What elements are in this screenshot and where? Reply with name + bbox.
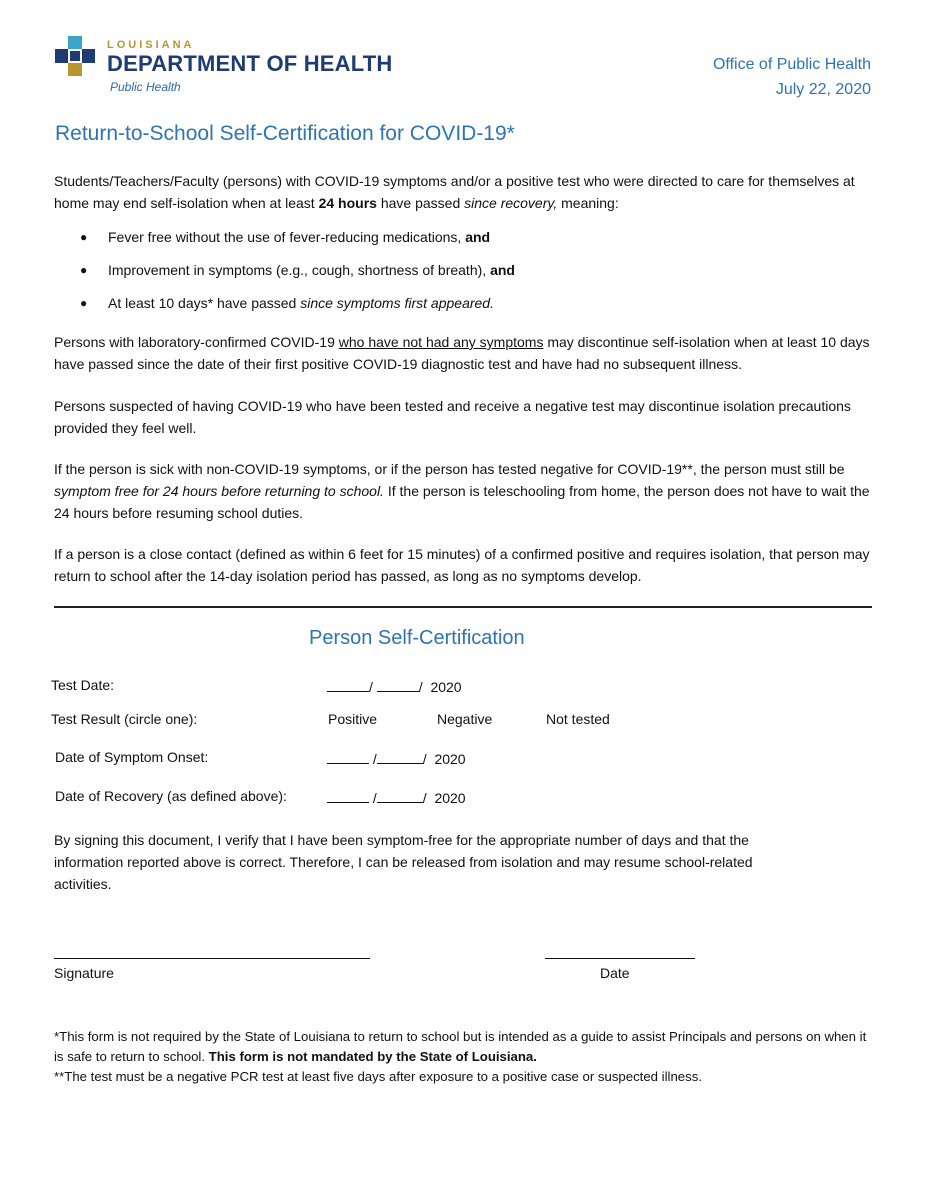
noncovid-text-1: If the person is sick with non-COVID-19 symptoms, or if the person has tested negative for COVID-19**, the person must still be xyxy=(54,461,845,477)
intro-paragraph xyxy=(54,170,876,214)
form-title: Person Self-Certification xyxy=(309,627,525,649)
bullet-suffix: since symptoms first appeared. xyxy=(300,295,494,311)
test-date-label: Test Date: xyxy=(51,677,115,693)
bullet-suffix: and xyxy=(490,262,515,278)
date-label: Date xyxy=(600,965,630,981)
footnote-2: **The test must be a negative PCR test at least five days after exposure to a positive case or suspected illness. xyxy=(54,1069,702,1084)
asymptomatic-text-2: may discontinue self-isolation when at least 10 days have passed since the date of their first positive COVID-19 diagnostic test and have had no subsequent illness. xyxy=(54,334,870,372)
intro-italic: since recovery, xyxy=(464,195,558,211)
list-item xyxy=(80,292,840,325)
bullet-text: Improvement in symptoms (e.g., cough, shortness of breath), xyxy=(108,262,491,278)
logo-division-text: Public Health xyxy=(110,80,181,94)
logo-state-text: LOUISIANA xyxy=(107,39,195,51)
intro-bold: 24 hours xyxy=(318,195,377,211)
bullet-text: At least 10 days* have passed xyxy=(108,295,301,311)
test-date-field[interactable] xyxy=(327,677,462,695)
result-option-negative[interactable]: Negative xyxy=(437,711,493,727)
day-blank[interactable] xyxy=(377,677,419,692)
noncovid-italic: symptom free for 24 hours before returning to school. xyxy=(54,483,384,499)
date-slash: / xyxy=(372,751,377,767)
year-text: 2020 xyxy=(434,790,466,806)
office-name: Office of Public Health xyxy=(712,56,871,73)
bullet-suffix: and xyxy=(465,229,491,245)
bullet-icon: ● xyxy=(80,263,88,277)
bullet-icon: ● xyxy=(80,230,88,244)
month-blank[interactable] xyxy=(327,788,369,803)
document-date: July 22, 2020 xyxy=(775,81,871,98)
suspected-paragraph: Persons suspected of having COVID-19 who have been tested and receive a negative test may discontinue isolation precautions provided they feel well. xyxy=(54,398,851,436)
intro-text-1: Students/Teachers/Faculty (persons) with COVID-19 symptoms and/or a positive test who were directed to care for themselves at home may end self-isolation when at least xyxy=(54,173,855,211)
intro-text-3: meaning: xyxy=(557,195,619,211)
noncovid-paragraph xyxy=(54,458,876,524)
symptom-onset-field[interactable] xyxy=(327,749,466,767)
asymptomatic-text-1: Persons with laboratory-confirmed COVID-19 xyxy=(54,334,339,350)
date-slash: / xyxy=(372,790,377,806)
date-slash: / xyxy=(422,790,427,806)
year-text: 2020 xyxy=(434,751,466,767)
asymptomatic-paragraph xyxy=(54,331,876,375)
date-slash: / xyxy=(369,679,373,695)
section-divider xyxy=(54,606,872,608)
date-slash: / xyxy=(418,679,423,695)
list-item xyxy=(80,259,840,292)
criteria-list xyxy=(80,226,840,325)
test-result-label: Test Result (circle one): xyxy=(51,711,198,727)
bullet-icon: ● xyxy=(80,296,88,310)
ldh-cross-logo-icon xyxy=(55,36,95,78)
recovery-date-label: Date of Recovery (as defined above): xyxy=(55,788,287,804)
office-header xyxy=(713,52,871,102)
logo-department-text: DEPARTMENT OF HEALTH xyxy=(107,51,393,76)
noncovid-text-2: If the person is teleschooling from home, the person does not have to wait the 24 hours before resuming school duties. xyxy=(54,483,870,521)
page-title: Return-to-School Self-Certification for COVID-19* xyxy=(55,122,515,145)
day-blank[interactable] xyxy=(377,749,423,764)
date-line[interactable] xyxy=(545,958,695,959)
day-blank[interactable] xyxy=(377,788,423,803)
month-blank[interactable] xyxy=(327,749,369,764)
asymptomatic-underline: who have not had any symptoms xyxy=(338,334,544,350)
symptom-onset-label: Date of Symptom Onset: xyxy=(55,749,209,765)
bullet-text: Fever free without the use of fever-reducing medications, xyxy=(108,229,466,245)
year-text: 2020 xyxy=(430,679,462,695)
month-blank[interactable] xyxy=(327,677,369,692)
signature-label: Signature xyxy=(54,965,114,981)
contact-paragraph: If a person is a close contact (defined as within 6 feet for 15 minutes) of a confirmed positive and requires isolation, that person may return to school after the 14-day isolation period has passed, as long as no symptoms develop. xyxy=(54,546,870,584)
signature-line[interactable] xyxy=(54,958,370,959)
result-option-positive[interactable]: Positive xyxy=(328,711,378,727)
verification-statement: By signing this document, I verify that I have been symptom-free for the appropriate number of days and that the information reported above is correct. Therefore, I can be released from isolation and may resume school-related activities. xyxy=(54,832,753,892)
ldh-logo xyxy=(55,36,415,96)
footnote-1-bold: This form is not mandated by the State of Louisiana. xyxy=(208,1049,537,1064)
date-slash: / xyxy=(422,751,427,767)
footnote-1-text: *This form is not required by the State of Louisiana to return to school but is intended as a guide to assist Principals and persons on when it is safe to return to school. xyxy=(54,1029,867,1064)
result-option-not-tested[interactable]: Not tested xyxy=(546,711,610,727)
intro-text-2: have passed xyxy=(376,195,465,211)
footnote-1 xyxy=(54,1027,876,1067)
footnotes xyxy=(54,1027,876,1087)
list-item xyxy=(80,226,840,259)
recovery-date-field[interactable] xyxy=(327,788,466,806)
